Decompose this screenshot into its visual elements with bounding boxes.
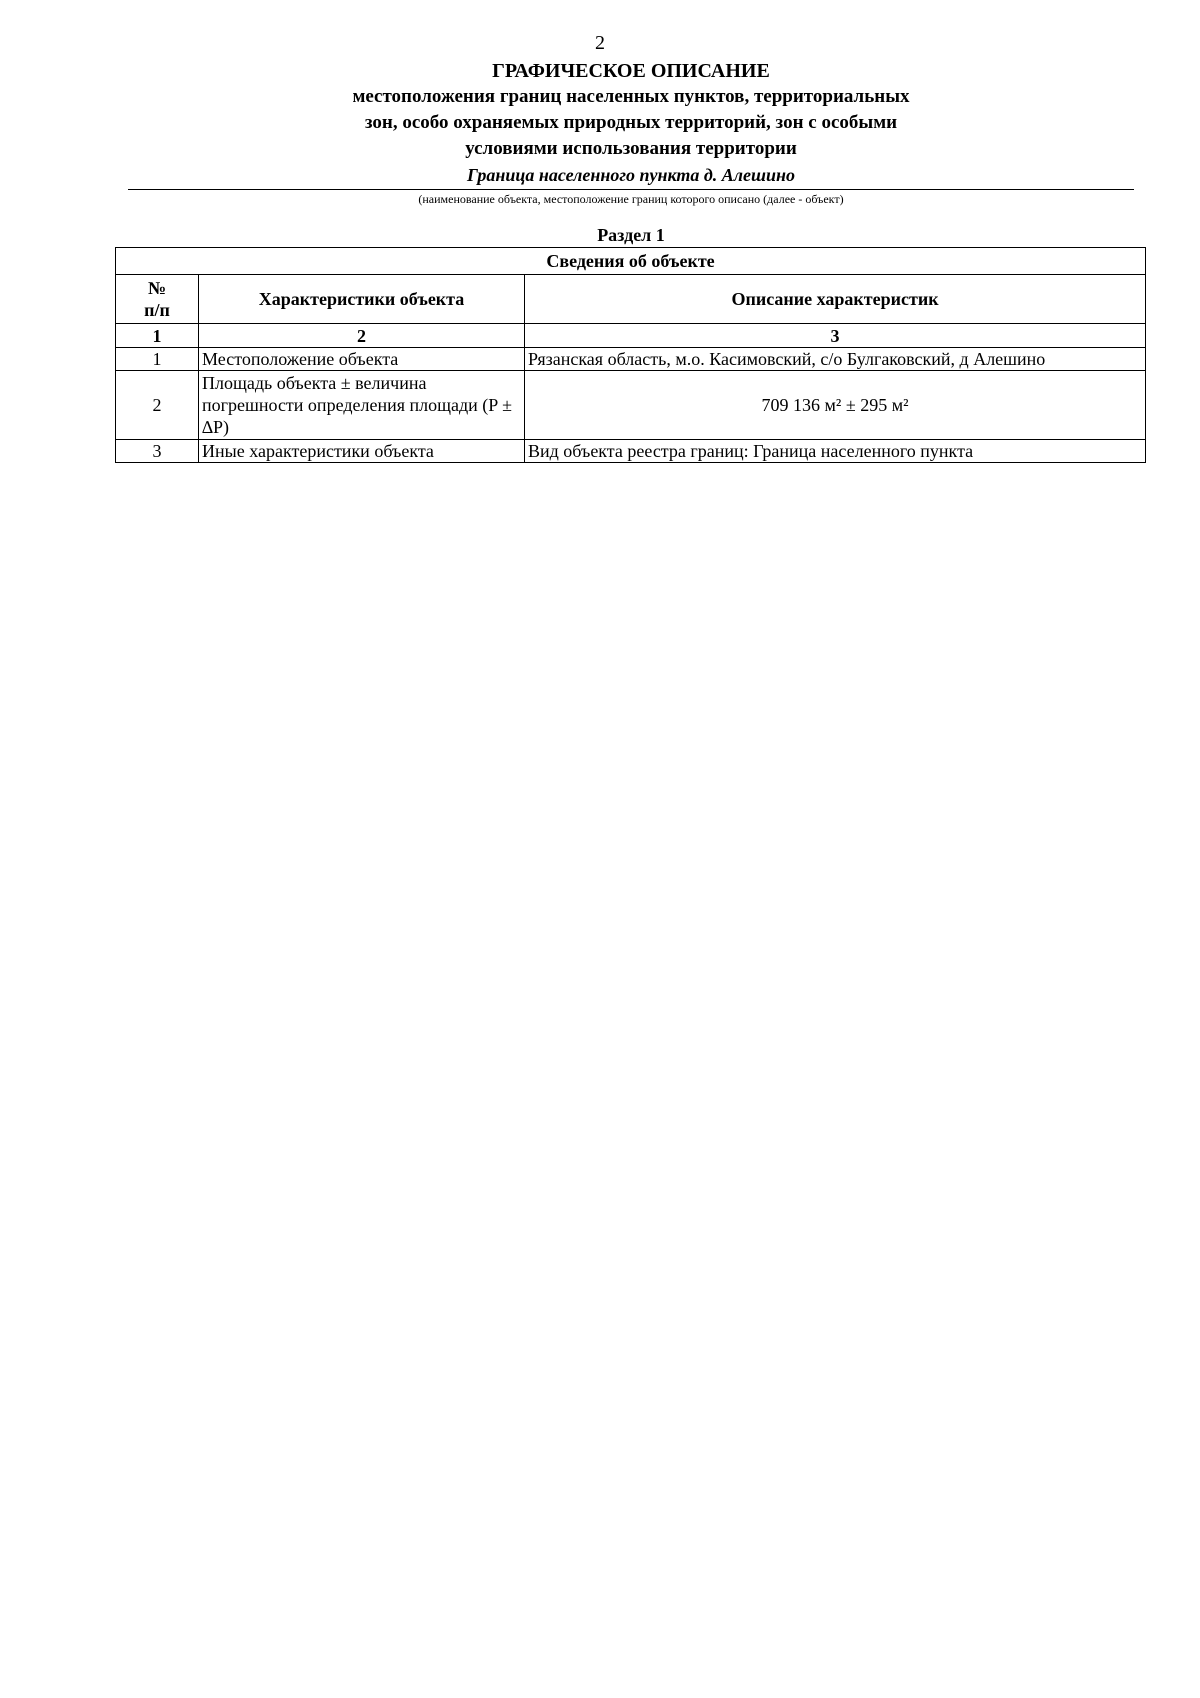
table-row (116, 440, 1146, 463)
document-subtitle-line-2: зон, особо охраняемых природных территорий, зон с особыми (364, 112, 898, 133)
row-number: 1 (116, 348, 199, 371)
column-number-1: 1 (116, 324, 199, 348)
row-characteristic: Местоположение объекта (199, 348, 525, 371)
column-number-2: 2 (199, 324, 525, 348)
row-characteristic: Площадь объекта ± величина погрешности определения площади (P ± ∆P) (199, 371, 525, 440)
title-block (128, 58, 1134, 188)
document-subtitle-line-3: условиями использования территории (465, 138, 797, 159)
header-number-line-1: № (147, 278, 167, 298)
row-description: Рязанская область, м.о. Касимовский, с/о Булгаковский, д Алешино (525, 348, 1146, 371)
header-number-line-2: п/п (144, 300, 170, 320)
table-row (116, 348, 1146, 371)
column-number-3: 3 (525, 324, 1146, 348)
header-characteristics: Характеристики объекта (199, 275, 525, 324)
table-caption-row (116, 248, 1146, 275)
row-description: 709 136 м² ± 295 м² (525, 371, 1146, 440)
row-number: 2 (116, 371, 199, 440)
row-number: 3 (116, 440, 199, 463)
table-caption: Сведения об объекте (116, 248, 1146, 275)
header-number (116, 275, 199, 324)
document-title: ГРАФИЧЕСКОЕ ОПИСАНИЕ (492, 60, 770, 82)
row-description: Вид объекта реестра границ: Граница населенного пункта (525, 440, 1146, 463)
header-description: Описание характеристик (525, 275, 1146, 324)
page-number: 2 (595, 32, 605, 54)
section-heading: Раздел 1 (597, 225, 665, 245)
table-row (116, 371, 1146, 440)
object-name: Граница населенного пункта д. Алешино (466, 165, 796, 185)
table-header-row (116, 275, 1146, 324)
document-subtitle-line-1: местоположения границ населенных пунктов, территориальных (352, 86, 910, 107)
object-info-table (115, 247, 1146, 463)
row-characteristic: Иные характеристики объекта (199, 440, 525, 463)
title-underline (128, 189, 1134, 190)
column-number-row (116, 324, 1146, 348)
underline-caption: (наименование объекта, местоположение границ которого описано (далее - объект) (418, 192, 844, 206)
